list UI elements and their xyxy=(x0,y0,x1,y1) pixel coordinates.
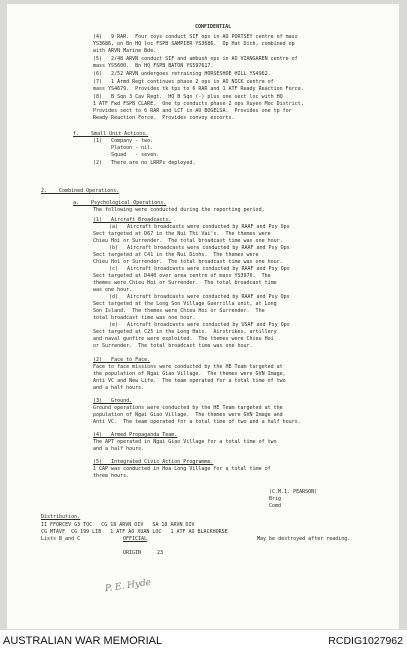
text-line: Sect targeted at D440 over area centre of mass YS3976. The xyxy=(93,273,271,279)
archive-reference: RCDIG1027962 xyxy=(328,635,403,647)
distribution-line: II FFORCEV G3 TOC CG 18 ARVN DIV SA 18 ARVN DIV xyxy=(41,522,195,528)
document-body xyxy=(7,4,399,629)
text-line: 1 ATF Fwd FSPB CLARE. One tp conducts phase 2 ops Xuyen Moc District, xyxy=(93,101,304,107)
origin-label: ORIGIN xyxy=(123,550,142,556)
distribution-line: Lists B and C xyxy=(41,536,81,542)
text-line: Anti VC and New Life. The team operated for a total time of two xyxy=(93,378,286,384)
signatory-name: (C.M.I. PEARSON) xyxy=(269,489,318,495)
text-line: mass YS5600. Bn HQ FSPB BATON YS597617. xyxy=(93,63,214,69)
text-line: Provides sect to 6 RAR and LCT in AO BOGELSA. Provides one tp for xyxy=(93,108,292,114)
text-line: and a half hours. xyxy=(93,385,145,391)
text-line: Anti VC. The team operated for a total time of two and a half hours. xyxy=(93,419,301,425)
section-heading: a. Psychological Operations. xyxy=(73,200,167,206)
text-line: total broadcast time was one hour. xyxy=(93,315,196,321)
subsection-heading: (4) Armed Propaganda Team. xyxy=(93,432,178,438)
subsection-heading: (3) Ground. xyxy=(93,398,133,404)
text-line: (2) There are no LRRPs deployed. xyxy=(93,160,196,166)
classification-heading: CONFIDENTIAL xyxy=(195,24,232,30)
official-label: OFFICIAL xyxy=(123,536,148,542)
subsection-heading: (1) Aircraft Broadcasts. xyxy=(93,217,172,223)
text-line: and a half hours. xyxy=(93,446,145,452)
text-line: Son Island. The themes were Chieu Hoi or Surrender. The xyxy=(93,308,265,314)
text-line: the population of Ngai Giao Village. The themes were GVN Image, xyxy=(93,371,286,377)
text-line: (1) Company - two. xyxy=(93,138,154,144)
text-line: Sect targeted at C41 in the Nui Dinhs. The themes were xyxy=(93,252,259,258)
text-line: (7) 1 Armd Regt continues phase 2 ops in AO NICK centre of xyxy=(93,79,274,85)
text-line: with ARVN Marine Bde. xyxy=(93,48,157,54)
text-line: (6) 2/52 ARVN undergoes retraining HORSESHOE HILL YS4962. xyxy=(93,71,271,77)
text-line: three hours. xyxy=(93,473,130,479)
signatory-rank: Brig xyxy=(269,496,282,502)
text-line: Sect targeted at C25 in the Long Hais. Airstrikes, artillery xyxy=(93,329,277,335)
text-line: Face to face missions were conducted by the HE Team targeted at xyxy=(93,364,283,370)
text-line: was one hour. xyxy=(93,287,133,293)
text-line: mass YS4679. Provides tk tps to 6 RAR and 1 ATF Ready Reaction Force. xyxy=(93,86,304,92)
text-line: population of Ngai Giao Village. The themes were GVN Image and xyxy=(93,412,283,418)
subsection-heading: (2) Face to Face. xyxy=(93,357,151,363)
subsection-heading: (5) Integrated Civic Action Programme. xyxy=(93,459,214,465)
text-line: (5) 2/48 ARVN conduct SIF and ambush ops in AO VIANGAREN centre of xyxy=(93,56,298,62)
signatory-appointment: Comd xyxy=(269,503,282,509)
text-line: Sect targeted at D67 in the Nui Thi Vai's. The themes were xyxy=(93,231,271,237)
text-line: YS3686, on Bn HQ loc FSPB SAMPIER YS3686. Op Hat Dich, combined op xyxy=(93,41,295,47)
section-heading: f. Small Unit Actions. xyxy=(73,131,149,137)
text-line: Squad - seven. xyxy=(93,152,160,158)
text-line: The APT operated in Ngai Giao Village for a total time of two xyxy=(93,439,277,445)
text-line: The following were conducted during the reporting period, xyxy=(93,207,265,213)
text-line: (b) Aircraft broadcasts were conducted by RAAF and Psy Ops xyxy=(109,245,290,251)
text-line: Platoon - nil. xyxy=(93,145,154,151)
text-line: (d) Aircraft broadcasts were conducted by RAAF and Psy Ops xyxy=(109,294,290,300)
archive-name: AUSTRALIAN WAR MEMORIAL xyxy=(3,635,163,647)
text-line: Chieu Hoi or Surrender. The total broadcast time was one hour. xyxy=(93,259,283,265)
distribution-line: CG MTAVF CG 199 LIB 1 ATF AO XUAN LOC 1 ATF AO BLACKHORSE xyxy=(41,529,228,535)
text-line: and naval gunfire were exploited. The themes were Chieu Hoi xyxy=(93,336,274,342)
section-heading: 2. Combined Operations. xyxy=(41,188,120,194)
text-line: (4) 9 RAR. Four coys conduct SIF ops in AO PORTSEY centre of mass xyxy=(93,34,298,40)
text-line: Ground operations were conducted by the HE Team targeted at the xyxy=(93,405,283,411)
text-line: or Surrender. The total broadcast time was one hour. xyxy=(93,343,253,349)
document-page xyxy=(7,4,399,629)
handwritten-signature: P. E. Hyde xyxy=(104,577,152,595)
text-line: (a) Aircraft broadcasts were conducted by RAAF and Psy Ops xyxy=(109,224,290,230)
text-line: (c) Aircraft broadcasts were conducted by RAAF and Psy Ops xyxy=(109,266,290,272)
archive-footer xyxy=(0,630,407,654)
text-line: (8) B Sqn 3 Cav Regt. HQ B Sqn (-) plus one sect loc with HQ xyxy=(93,94,283,100)
destruction-note: May be destroyed after reading. xyxy=(257,536,351,542)
text-line: themes were Chieu Hoi or Surrender. The total broadcast time xyxy=(93,280,277,286)
text-line: Ready Reaction Force. Provides convoy escorts. xyxy=(93,115,235,121)
text-line: Sect targeted at the Long Son Village Guerrilla unit, at Long xyxy=(93,301,277,307)
text-line: 1 CAP was conducted in Hoa Long Village for a total time of xyxy=(93,466,271,472)
origin-number: 23 xyxy=(157,550,164,556)
distribution-heading: Distribution. xyxy=(41,514,81,520)
text-line: (e) Aircraft broadcasts were conducted by USAF and Psy Ops xyxy=(109,322,290,328)
text-line: Chieu Hoi or Surrender. The total broadcast time was one hour. xyxy=(93,238,283,244)
